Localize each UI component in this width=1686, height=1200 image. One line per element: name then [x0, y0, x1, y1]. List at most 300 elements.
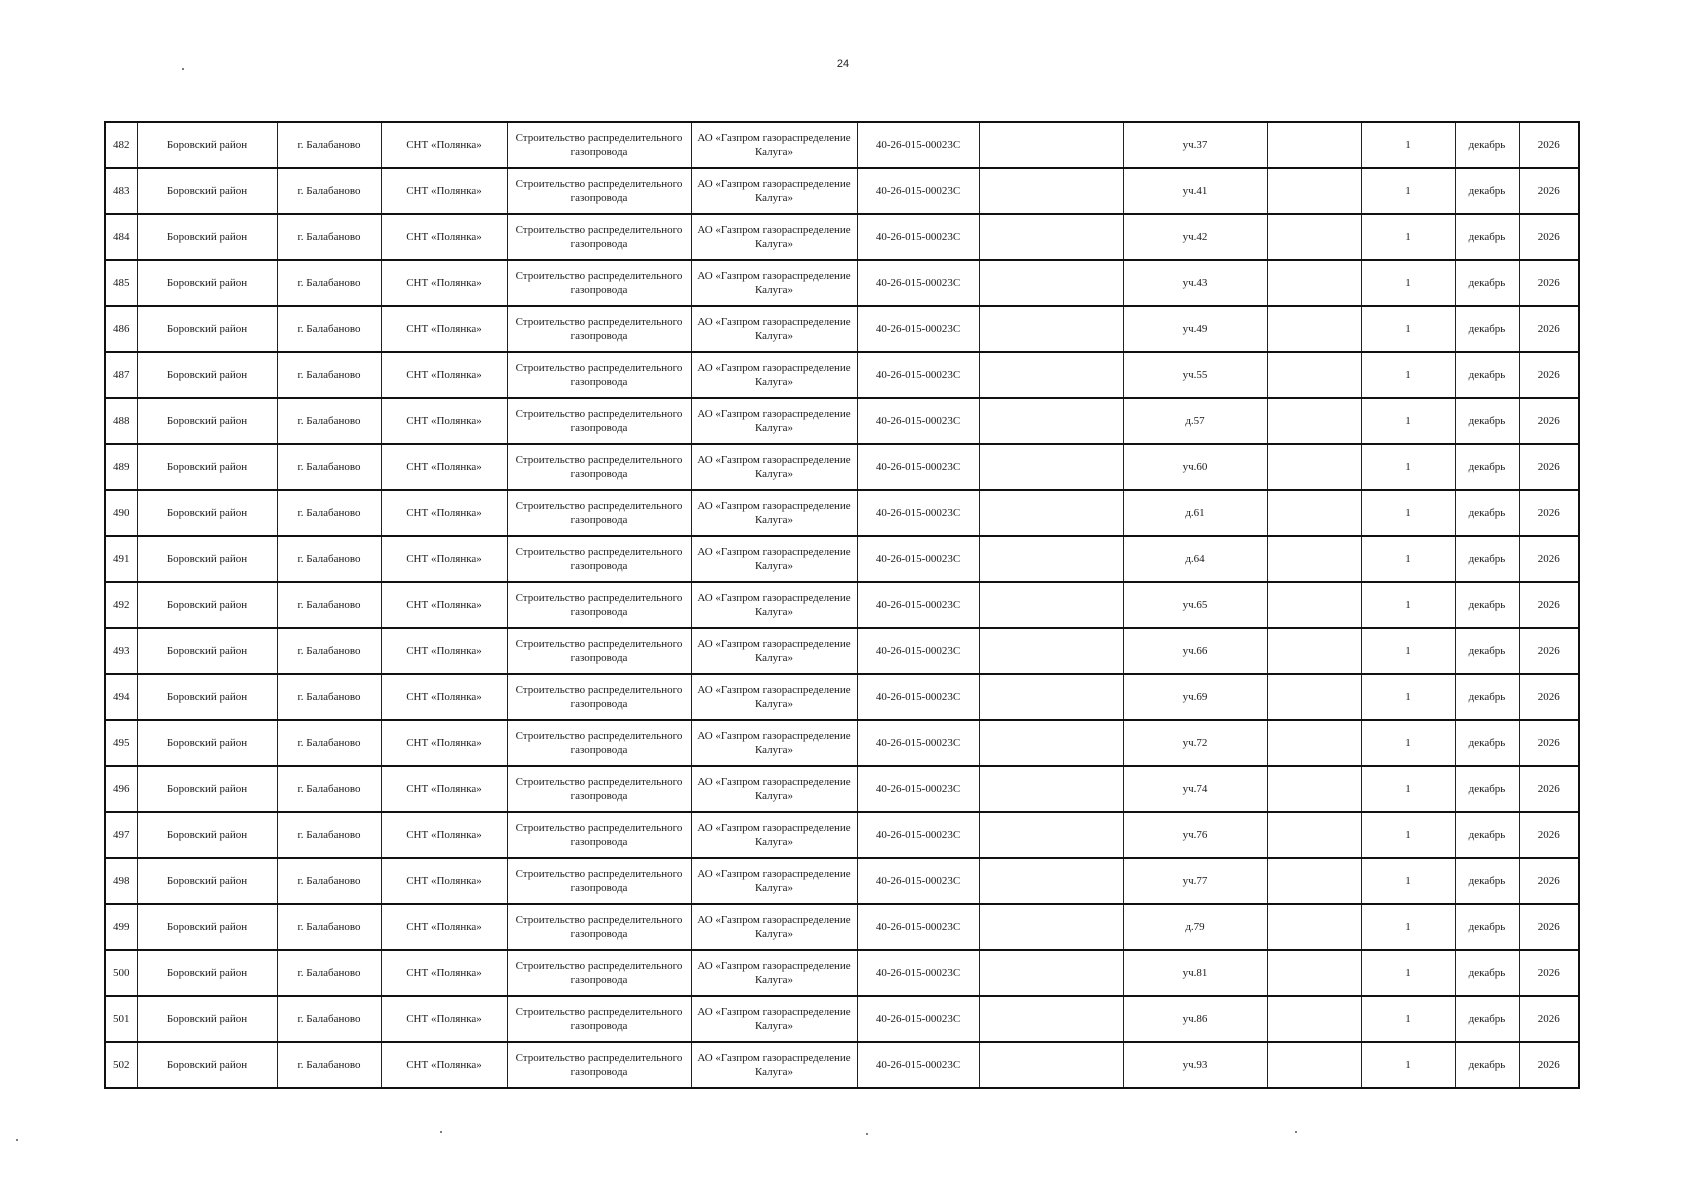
plot-number-cell: д.79 [1123, 904, 1267, 950]
empty-cell [979, 398, 1123, 444]
quantity-cell: 1 [1361, 674, 1455, 720]
quantity-cell: 1 [1361, 628, 1455, 674]
quantity-cell: 1 [1361, 766, 1455, 812]
program-code-cell: 40-26-015-00023С [857, 812, 979, 858]
year-cell: 2026 [1519, 214, 1579, 260]
program-code-cell: 40-26-015-00023С [857, 122, 979, 168]
organization-cell: АО «Газпром газораспределение Калуга» [691, 674, 857, 720]
work-type-cell: Строительство распределительного газопровода [507, 996, 691, 1042]
month-cell: декабрь [1455, 720, 1519, 766]
empty-cell [1267, 904, 1361, 950]
row-number-cell: 497 [105, 812, 137, 858]
row-number-cell: 494 [105, 674, 137, 720]
quantity-cell: 1 [1361, 1042, 1455, 1088]
table-row [105, 490, 1579, 536]
organization-cell: АО «Газпром газораспределение Калуга» [691, 720, 857, 766]
empty-cell [979, 674, 1123, 720]
city-cell: г. Балабаново [277, 996, 381, 1042]
empty-cell [1267, 398, 1361, 444]
empty-cell [979, 122, 1123, 168]
empty-cell [1267, 950, 1361, 996]
month-cell: декабрь [1455, 674, 1519, 720]
snt-cell: СНТ «Полянка» [381, 812, 507, 858]
empty-cell [979, 720, 1123, 766]
work-type-cell: Строительство распределительного газопровода [507, 628, 691, 674]
plot-number-cell: уч.42 [1123, 214, 1267, 260]
table-row [105, 858, 1579, 904]
city-cell: г. Балабаново [277, 306, 381, 352]
district-cell: Боровский район [137, 214, 277, 260]
month-cell: декабрь [1455, 766, 1519, 812]
quantity-cell: 1 [1361, 904, 1455, 950]
empty-cell [1267, 306, 1361, 352]
city-cell: г. Балабаново [277, 674, 381, 720]
organization-cell: АО «Газпром газораспределение Калуга» [691, 214, 857, 260]
table-row [105, 122, 1579, 168]
year-cell: 2026 [1519, 812, 1579, 858]
organization-cell: АО «Газпром газораспределение Калуга» [691, 582, 857, 628]
work-type-cell: Строительство распределительного газопровода [507, 536, 691, 582]
row-number-cell: 499 [105, 904, 137, 950]
snt-cell: СНТ «Полянка» [381, 950, 507, 996]
month-cell: декабрь [1455, 214, 1519, 260]
work-type-cell: Строительство распределительного газопровода [507, 858, 691, 904]
empty-cell [1267, 674, 1361, 720]
plot-number-cell: уч.76 [1123, 812, 1267, 858]
program-code-cell: 40-26-015-00023С [857, 950, 979, 996]
district-cell: Боровский район [137, 996, 277, 1042]
work-type-cell: Строительство распределительного газопровода [507, 260, 691, 306]
row-number-cell: 496 [105, 766, 137, 812]
snt-cell: СНТ «Полянка» [381, 1042, 507, 1088]
work-type-cell: Строительство распределительного газопровода [507, 720, 691, 766]
row-number-cell: 487 [105, 352, 137, 398]
plot-number-cell: уч.60 [1123, 444, 1267, 490]
quantity-cell: 1 [1361, 490, 1455, 536]
quantity-cell: 1 [1361, 812, 1455, 858]
row-number-cell: 500 [105, 950, 137, 996]
row-number-cell: 498 [105, 858, 137, 904]
program-code-cell: 40-26-015-00023С [857, 996, 979, 1042]
city-cell: г. Балабаново [277, 260, 381, 306]
snt-cell: СНТ «Полянка» [381, 168, 507, 214]
work-type-cell: Строительство распределительного газопровода [507, 674, 691, 720]
program-code-cell: 40-26-015-00023С [857, 352, 979, 398]
year-cell: 2026 [1519, 582, 1579, 628]
organization-cell: АО «Газпром газораспределение Калуга» [691, 1042, 857, 1088]
year-cell: 2026 [1519, 536, 1579, 582]
city-cell: г. Балабаново [277, 858, 381, 904]
year-cell: 2026 [1519, 674, 1579, 720]
empty-cell [979, 996, 1123, 1042]
year-cell: 2026 [1519, 260, 1579, 306]
organization-cell: АО «Газпром газораспределение Калуга» [691, 352, 857, 398]
program-code-cell: 40-26-015-00023С [857, 260, 979, 306]
district-cell: Боровский район [137, 352, 277, 398]
organization-cell: АО «Газпром газораспределение Калуга» [691, 950, 857, 996]
quantity-cell: 1 [1361, 398, 1455, 444]
empty-cell [1267, 582, 1361, 628]
organization-cell: АО «Газпром газораспределение Калуга» [691, 306, 857, 352]
work-type-cell: Строительство распределительного газопровода [507, 950, 691, 996]
organization-cell: АО «Газпром газораспределение Калуга» [691, 444, 857, 490]
work-type-cell: Строительство распределительного газопровода [507, 398, 691, 444]
empty-cell [979, 766, 1123, 812]
plot-number-cell: уч.69 [1123, 674, 1267, 720]
plot-number-cell: уч.72 [1123, 720, 1267, 766]
row-number-cell: 483 [105, 168, 137, 214]
row-number-cell: 495 [105, 720, 137, 766]
plot-number-cell: д.61 [1123, 490, 1267, 536]
snt-cell: СНТ «Полянка» [381, 996, 507, 1042]
snt-cell: СНТ «Полянка» [381, 858, 507, 904]
city-cell: г. Балабаново [277, 536, 381, 582]
district-cell: Боровский район [137, 122, 277, 168]
district-cell: Боровский район [137, 904, 277, 950]
district-cell: Боровский район [137, 858, 277, 904]
month-cell: декабрь [1455, 950, 1519, 996]
quantity-cell: 1 [1361, 444, 1455, 490]
empty-cell [979, 168, 1123, 214]
table-row [105, 950, 1579, 996]
row-number-cell: 502 [105, 1042, 137, 1088]
quantity-cell: 1 [1361, 352, 1455, 398]
month-cell: декабрь [1455, 122, 1519, 168]
quantity-cell: 1 [1361, 858, 1455, 904]
program-code-cell: 40-26-015-00023С [857, 766, 979, 812]
district-cell: Боровский район [137, 674, 277, 720]
snt-cell: СНТ «Полянка» [381, 260, 507, 306]
row-number-cell: 482 [105, 122, 137, 168]
table-row [105, 536, 1579, 582]
table-row [105, 582, 1579, 628]
plot-number-cell: уч.37 [1123, 122, 1267, 168]
scan-speck [866, 1133, 868, 1135]
month-cell: декабрь [1455, 168, 1519, 214]
empty-cell [979, 904, 1123, 950]
program-code-cell: 40-26-015-00023С [857, 214, 979, 260]
month-cell: декабрь [1455, 352, 1519, 398]
empty-cell [1267, 214, 1361, 260]
program-code-cell: 40-26-015-00023С [857, 444, 979, 490]
plot-number-cell: уч.93 [1123, 1042, 1267, 1088]
program-code-cell: 40-26-015-00023С [857, 628, 979, 674]
empty-cell [979, 950, 1123, 996]
organization-cell: АО «Газпром газораспределение Калуга» [691, 812, 857, 858]
plot-number-cell: уч.74 [1123, 766, 1267, 812]
table-row [105, 168, 1579, 214]
organization-cell: АО «Газпром газораспределение Калуга» [691, 168, 857, 214]
plot-number-cell: уч.43 [1123, 260, 1267, 306]
table-row [105, 766, 1579, 812]
table-row [105, 1042, 1579, 1088]
row-number-cell: 501 [105, 996, 137, 1042]
table-row [105, 996, 1579, 1042]
empty-cell [1267, 996, 1361, 1042]
month-cell: декабрь [1455, 904, 1519, 950]
district-cell: Боровский район [137, 628, 277, 674]
empty-cell [979, 214, 1123, 260]
program-code-cell: 40-26-015-00023С [857, 168, 979, 214]
snt-cell: СНТ «Полянка» [381, 582, 507, 628]
district-cell: Боровский район [137, 582, 277, 628]
snt-cell: СНТ «Полянка» [381, 904, 507, 950]
empty-cell [1267, 352, 1361, 398]
city-cell: г. Балабаново [277, 766, 381, 812]
scan-speck [16, 1139, 18, 1141]
city-cell: г. Балабаново [277, 1042, 381, 1088]
program-code-cell: 40-26-015-00023С [857, 674, 979, 720]
table-row [105, 904, 1579, 950]
snt-cell: СНТ «Полянка» [381, 444, 507, 490]
year-cell: 2026 [1519, 168, 1579, 214]
table-row [105, 398, 1579, 444]
city-cell: г. Балабаново [277, 628, 381, 674]
district-cell: Боровский район [137, 490, 277, 536]
month-cell: декабрь [1455, 536, 1519, 582]
organization-cell: АО «Газпром газораспределение Калуга» [691, 904, 857, 950]
snt-cell: СНТ «Полянка» [381, 352, 507, 398]
year-cell: 2026 [1519, 490, 1579, 536]
table-row [105, 214, 1579, 260]
month-cell: декабрь [1455, 996, 1519, 1042]
city-cell: г. Балабаново [277, 582, 381, 628]
row-number-cell: 490 [105, 490, 137, 536]
month-cell: декабрь [1455, 812, 1519, 858]
empty-cell [979, 1042, 1123, 1088]
work-type-cell: Строительство распределительного газопровода [507, 306, 691, 352]
empty-cell [979, 444, 1123, 490]
work-type-cell: Строительство распределительного газопровода [507, 812, 691, 858]
work-type-cell: Строительство распределительного газопровода [507, 766, 691, 812]
table-row [105, 306, 1579, 352]
year-cell: 2026 [1519, 996, 1579, 1042]
program-code-cell: 40-26-015-00023С [857, 858, 979, 904]
program-code-cell: 40-26-015-00023С [857, 582, 979, 628]
month-cell: декабрь [1455, 306, 1519, 352]
city-cell: г. Балабаново [277, 444, 381, 490]
month-cell: декабрь [1455, 398, 1519, 444]
empty-cell [1267, 490, 1361, 536]
table-row [105, 260, 1579, 306]
program-code-cell: 40-26-015-00023С [857, 720, 979, 766]
row-number-cell: 488 [105, 398, 137, 444]
district-cell: Боровский район [137, 398, 277, 444]
district-cell: Боровский район [137, 168, 277, 214]
table-row [105, 674, 1579, 720]
city-cell: г. Балабаново [277, 352, 381, 398]
work-type-cell: Строительство распределительного газопровода [507, 582, 691, 628]
plot-number-cell: уч.55 [1123, 352, 1267, 398]
empty-cell [979, 306, 1123, 352]
scan-speck [1295, 1131, 1297, 1133]
quantity-cell: 1 [1361, 122, 1455, 168]
table-row [105, 720, 1579, 766]
plot-number-cell: д.64 [1123, 536, 1267, 582]
empty-cell [1267, 720, 1361, 766]
organization-cell: АО «Газпром газораспределение Калуга» [691, 122, 857, 168]
plot-number-cell: уч.41 [1123, 168, 1267, 214]
gas-pipeline-registry-table [104, 121, 1580, 1089]
city-cell: г. Балабаново [277, 950, 381, 996]
empty-cell [979, 812, 1123, 858]
snt-cell: СНТ «Полянка» [381, 766, 507, 812]
row-number-cell: 484 [105, 214, 137, 260]
empty-cell [1267, 122, 1361, 168]
work-type-cell: Строительство распределительного газопровода [507, 214, 691, 260]
month-cell: декабрь [1455, 582, 1519, 628]
empty-cell [1267, 536, 1361, 582]
quantity-cell: 1 [1361, 720, 1455, 766]
empty-cell [1267, 858, 1361, 904]
empty-cell [1267, 1042, 1361, 1088]
organization-cell: АО «Газпром газораспределение Калуга» [691, 260, 857, 306]
snt-cell: СНТ «Полянка» [381, 490, 507, 536]
month-cell: декабрь [1455, 858, 1519, 904]
year-cell: 2026 [1519, 444, 1579, 490]
year-cell: 2026 [1519, 950, 1579, 996]
year-cell: 2026 [1519, 720, 1579, 766]
empty-cell [1267, 628, 1361, 674]
work-type-cell: Строительство распределительного газопровода [507, 352, 691, 398]
district-cell: Боровский район [137, 1042, 277, 1088]
quantity-cell: 1 [1361, 950, 1455, 996]
program-code-cell: 40-26-015-00023С [857, 1042, 979, 1088]
empty-cell [1267, 766, 1361, 812]
district-cell: Боровский район [137, 444, 277, 490]
row-number-cell: 486 [105, 306, 137, 352]
year-cell: 2026 [1519, 858, 1579, 904]
quantity-cell: 1 [1361, 306, 1455, 352]
district-cell: Боровский район [137, 306, 277, 352]
district-cell: Боровский район [137, 720, 277, 766]
quantity-cell: 1 [1361, 996, 1455, 1042]
scan-speck [440, 1131, 442, 1133]
plot-number-cell: уч.49 [1123, 306, 1267, 352]
year-cell: 2026 [1519, 1042, 1579, 1088]
city-cell: г. Балабаново [277, 122, 381, 168]
work-type-cell: Строительство распределительного газопровода [507, 1042, 691, 1088]
year-cell: 2026 [1519, 904, 1579, 950]
empty-cell [1267, 260, 1361, 306]
quantity-cell: 1 [1361, 582, 1455, 628]
year-cell: 2026 [1519, 122, 1579, 168]
snt-cell: СНТ «Полянка» [381, 536, 507, 582]
quantity-cell: 1 [1361, 168, 1455, 214]
organization-cell: АО «Газпром газораспределение Калуга» [691, 398, 857, 444]
plot-number-cell: уч.65 [1123, 582, 1267, 628]
organization-cell: АО «Газпром газораспределение Калуга» [691, 858, 857, 904]
work-type-cell: Строительство распределительного газопровода [507, 444, 691, 490]
table-row [105, 444, 1579, 490]
district-cell: Боровский район [137, 812, 277, 858]
snt-cell: СНТ «Полянка» [381, 674, 507, 720]
month-cell: декабрь [1455, 628, 1519, 674]
program-code-cell: 40-26-015-00023С [857, 536, 979, 582]
program-code-cell: 40-26-015-00023С [857, 398, 979, 444]
plot-number-cell: уч.81 [1123, 950, 1267, 996]
plot-number-cell: уч.66 [1123, 628, 1267, 674]
empty-cell [979, 352, 1123, 398]
work-type-cell: Строительство распределительного газопровода [507, 168, 691, 214]
program-code-cell: 40-26-015-00023С [857, 904, 979, 950]
snt-cell: СНТ «Полянка» [381, 628, 507, 674]
year-cell: 2026 [1519, 398, 1579, 444]
year-cell: 2026 [1519, 628, 1579, 674]
quantity-cell: 1 [1361, 260, 1455, 306]
month-cell: декабрь [1455, 444, 1519, 490]
quantity-cell: 1 [1361, 214, 1455, 260]
city-cell: г. Балабаново [277, 398, 381, 444]
district-cell: Боровский район [137, 260, 277, 306]
scan-speck [182, 68, 184, 70]
month-cell: декабрь [1455, 490, 1519, 536]
city-cell: г. Балабаново [277, 812, 381, 858]
row-number-cell: 491 [105, 536, 137, 582]
row-number-cell: 493 [105, 628, 137, 674]
organization-cell: АО «Газпром газораспределение Калуга» [691, 536, 857, 582]
city-cell: г. Балабаново [277, 720, 381, 766]
empty-cell [979, 536, 1123, 582]
table-row [105, 628, 1579, 674]
snt-cell: СНТ «Полянка» [381, 306, 507, 352]
empty-cell [979, 858, 1123, 904]
empty-cell [979, 582, 1123, 628]
organization-cell: АО «Газпром газораспределение Калуга» [691, 490, 857, 536]
empty-cell [979, 628, 1123, 674]
table-row [105, 352, 1579, 398]
work-type-cell: Строительство распределительного газопровода [507, 904, 691, 950]
empty-cell [1267, 444, 1361, 490]
organization-cell: АО «Газпром газораспределение Калуга» [691, 996, 857, 1042]
empty-cell [1267, 168, 1361, 214]
year-cell: 2026 [1519, 352, 1579, 398]
month-cell: декабрь [1455, 1042, 1519, 1088]
work-type-cell: Строительство распределительного газопровода [507, 122, 691, 168]
work-type-cell: Строительство распределительного газопровода [507, 490, 691, 536]
empty-cell [979, 260, 1123, 306]
snt-cell: СНТ «Полянка» [381, 214, 507, 260]
empty-cell [979, 490, 1123, 536]
row-number-cell: 485 [105, 260, 137, 306]
city-cell: г. Балабаново [277, 490, 381, 536]
month-cell: декабрь [1455, 260, 1519, 306]
page-number: 24 [836, 58, 850, 70]
snt-cell: СНТ «Полянка» [381, 122, 507, 168]
table-row [105, 812, 1579, 858]
district-cell: Боровский район [137, 536, 277, 582]
quantity-cell: 1 [1361, 536, 1455, 582]
row-number-cell: 492 [105, 582, 137, 628]
program-code-cell: 40-26-015-00023С [857, 490, 979, 536]
program-code-cell: 40-26-015-00023С [857, 306, 979, 352]
year-cell: 2026 [1519, 766, 1579, 812]
city-cell: г. Балабаново [277, 904, 381, 950]
plot-number-cell: уч.77 [1123, 858, 1267, 904]
snt-cell: СНТ «Полянка» [381, 720, 507, 766]
year-cell: 2026 [1519, 306, 1579, 352]
snt-cell: СНТ «Полянка» [381, 398, 507, 444]
organization-cell: АО «Газпром газораспределение Калуга» [691, 628, 857, 674]
city-cell: г. Балабаново [277, 168, 381, 214]
empty-cell [1267, 812, 1361, 858]
district-cell: Боровский район [137, 766, 277, 812]
district-cell: Боровский район [137, 950, 277, 996]
plot-number-cell: д.57 [1123, 398, 1267, 444]
organization-cell: АО «Газпром газораспределение Калуга» [691, 766, 857, 812]
city-cell: г. Балабаново [277, 214, 381, 260]
row-number-cell: 489 [105, 444, 137, 490]
